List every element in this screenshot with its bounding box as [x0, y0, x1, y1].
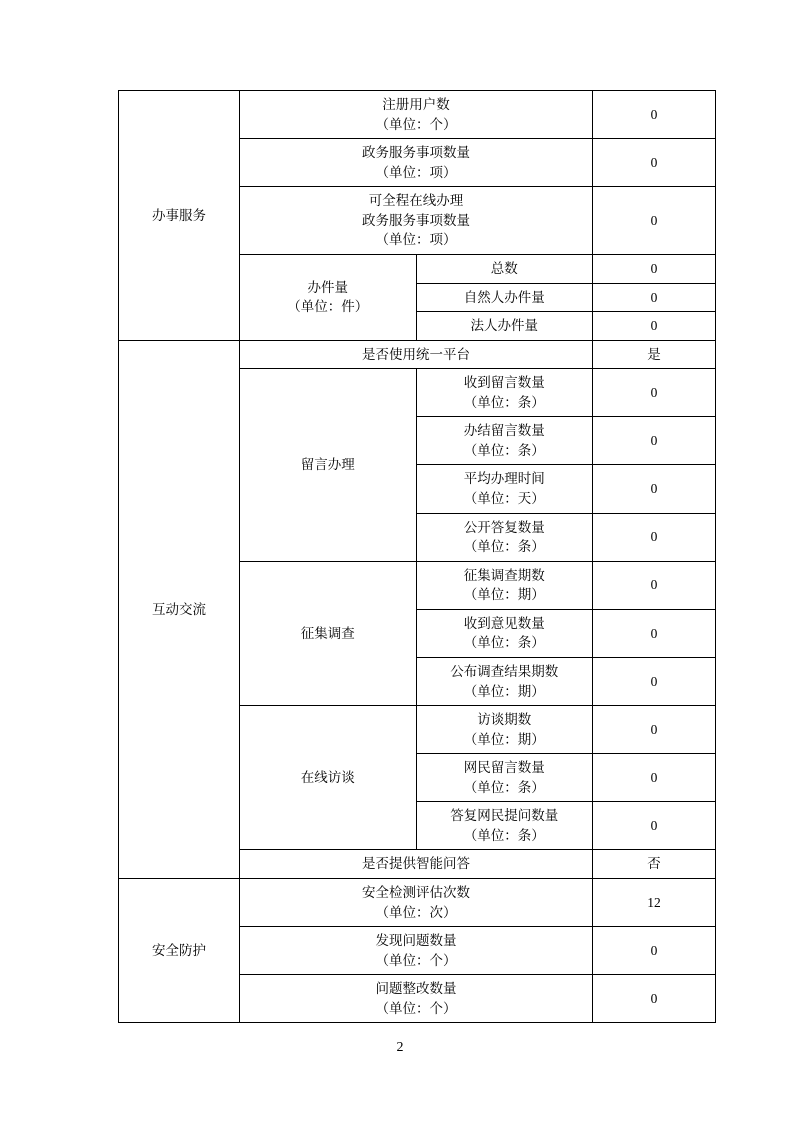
- value-cell: [593, 312, 716, 341]
- item-cell-caseload: [240, 254, 417, 340]
- value-text: 0: [650, 769, 658, 785]
- value-cell: [593, 657, 716, 705]
- sub-item-label: 公布调查结果期数: [450, 663, 559, 679]
- sub-item-cell: [416, 417, 593, 465]
- item-label: 办件量: [307, 279, 348, 295]
- value-cell: [593, 91, 716, 139]
- sub-item-label: 答复网民提问数量: [450, 808, 559, 824]
- sub-item-unit: （单位：条）: [463, 635, 545, 651]
- sub-item-cell: [416, 802, 593, 850]
- value-cell: [593, 254, 716, 283]
- sub-item-unit: （单位：条）: [463, 442, 545, 458]
- table-row: [119, 879, 716, 927]
- category-cell-security: [119, 879, 240, 1023]
- sub-item-cell: [416, 754, 593, 802]
- sub-item-cell: [416, 657, 593, 705]
- item-label: 在线访谈: [300, 769, 355, 785]
- value-text: 0: [650, 625, 658, 641]
- sub-item-unit: （单位：条）: [463, 779, 545, 795]
- value-text: 0: [650, 942, 658, 958]
- item-label: 问题整改数量: [375, 981, 457, 997]
- table-row: [119, 340, 716, 369]
- sub-item-label: 平均办理时间: [463, 471, 545, 487]
- sub-item-cell: [416, 706, 593, 754]
- value-text: 0: [650, 673, 658, 689]
- value-cell: [593, 139, 716, 187]
- item-cell: [240, 91, 593, 139]
- value-text: 0: [650, 818, 658, 834]
- item-label: 征集调查: [300, 625, 355, 641]
- value-cell: [593, 369, 716, 417]
- sub-item-label: 收到留言数量: [463, 375, 545, 391]
- sub-item-cell: [416, 561, 593, 609]
- value-text: 12: [647, 894, 661, 910]
- item-label: 政务服务事项数量: [362, 145, 470, 161]
- value-cell: [593, 975, 716, 1023]
- item-cell-survey: [240, 561, 417, 705]
- item-cell: [240, 187, 593, 255]
- sub-item-label: 征集调查期数: [463, 567, 545, 583]
- report-table-container: [118, 90, 700, 1023]
- value-text: 是: [647, 346, 661, 362]
- item-cell: [240, 975, 593, 1023]
- value-cell: [593, 513, 716, 561]
- sub-item-cell: [416, 513, 593, 561]
- value-cell: [593, 340, 716, 369]
- item-unit: （单位：件）: [287, 299, 369, 315]
- value-text: 0: [650, 721, 658, 737]
- category-label: 办事服务: [152, 207, 206, 223]
- sub-item-unit: （单位：期）: [463, 587, 545, 603]
- item-unit: （单位：个）: [375, 116, 457, 132]
- sub-item-cell: [416, 369, 593, 417]
- value-cell: [593, 802, 716, 850]
- item-unit: （单位：个）: [375, 1000, 457, 1016]
- sub-item-unit: （单位：期）: [463, 731, 545, 747]
- value-cell: [593, 706, 716, 754]
- category-cell-interaction: [119, 340, 240, 878]
- item-label-line2: 政务服务事项数量: [362, 212, 470, 228]
- item-cell: [240, 927, 593, 975]
- sub-item-unit: （单位：条）: [463, 539, 545, 555]
- government-website-report-table: [118, 90, 716, 1023]
- sub-item-label: 公开答复数量: [463, 519, 545, 535]
- value-cell: [593, 879, 716, 927]
- value-text: 0: [650, 433, 658, 449]
- value-text: 0: [650, 106, 658, 122]
- item-cell-online-interview: [240, 706, 417, 850]
- item-label-line1: 可全程在线办理: [368, 193, 464, 209]
- item-cell-message-handling: [240, 369, 417, 562]
- item-unit: （单位：个）: [375, 952, 457, 968]
- category-label: 安全防护: [152, 942, 206, 958]
- value-cell: [593, 417, 716, 465]
- item-label: 是否使用统一平台: [362, 346, 470, 362]
- value-text: 0: [650, 529, 658, 545]
- sub-item-unit: （单位：条）: [463, 827, 545, 843]
- category-label: 互动交流: [152, 601, 206, 617]
- value-cell: [593, 465, 716, 513]
- value-cell: [593, 187, 716, 255]
- sub-item-cell: [416, 254, 593, 283]
- table-row: [119, 91, 716, 139]
- value-text: 0: [650, 318, 658, 334]
- value-text: 0: [650, 577, 658, 593]
- sub-item-label: 自然人办件量: [463, 289, 545, 305]
- item-label: 安全检测评估次数: [362, 885, 470, 900]
- item-unit: （单位：项）: [375, 232, 457, 248]
- value-text: 0: [650, 481, 658, 497]
- sub-item-label: 收到意见数量: [463, 615, 545, 631]
- sub-item-unit: （单位：期）: [463, 683, 545, 699]
- value-text: 0: [650, 384, 658, 400]
- value-text: 0: [650, 289, 658, 305]
- value-cell: [593, 927, 716, 975]
- value-text: 0: [650, 260, 658, 276]
- value-text: 0: [650, 991, 658, 1007]
- sub-item-label: 法人办件量: [470, 318, 538, 334]
- sub-item-unit: （单位：天）: [463, 491, 545, 506]
- sub-item-label: 网民留言数量: [463, 760, 545, 776]
- item-cell: [240, 850, 593, 879]
- page-number: 2: [396, 1040, 404, 1055]
- item-label: 发现问题数量: [375, 933, 457, 949]
- sub-item-cell: [416, 312, 593, 341]
- category-cell-service: [119, 91, 240, 341]
- item-label: 是否提供智能问答: [362, 856, 470, 872]
- item-cell: [240, 139, 593, 187]
- sub-item-cell: [416, 465, 593, 513]
- sub-item-label: 办结留言数量: [463, 423, 545, 439]
- value-cell: [593, 754, 716, 802]
- value-text: 否: [647, 856, 661, 872]
- item-cell: [240, 340, 593, 369]
- item-unit: （单位：次）: [375, 904, 457, 920]
- sub-item-label: 访谈期数: [477, 712, 532, 728]
- item-label: 留言办理: [300, 457, 355, 473]
- value-cell: [593, 609, 716, 657]
- sub-item-label: 总数: [490, 260, 518, 276]
- sub-item-cell: [416, 283, 593, 312]
- value-text: 0: [650, 212, 658, 228]
- value-text: 0: [650, 154, 658, 170]
- value-cell: [593, 850, 716, 879]
- item-label: 注册用户数: [382, 97, 450, 112]
- value-cell: [593, 283, 716, 312]
- sub-item-unit: （单位：条）: [463, 394, 545, 410]
- sub-item-cell: [416, 609, 593, 657]
- item-unit: （单位：项）: [375, 164, 457, 180]
- item-cell: [240, 879, 593, 927]
- value-cell: [593, 561, 716, 609]
